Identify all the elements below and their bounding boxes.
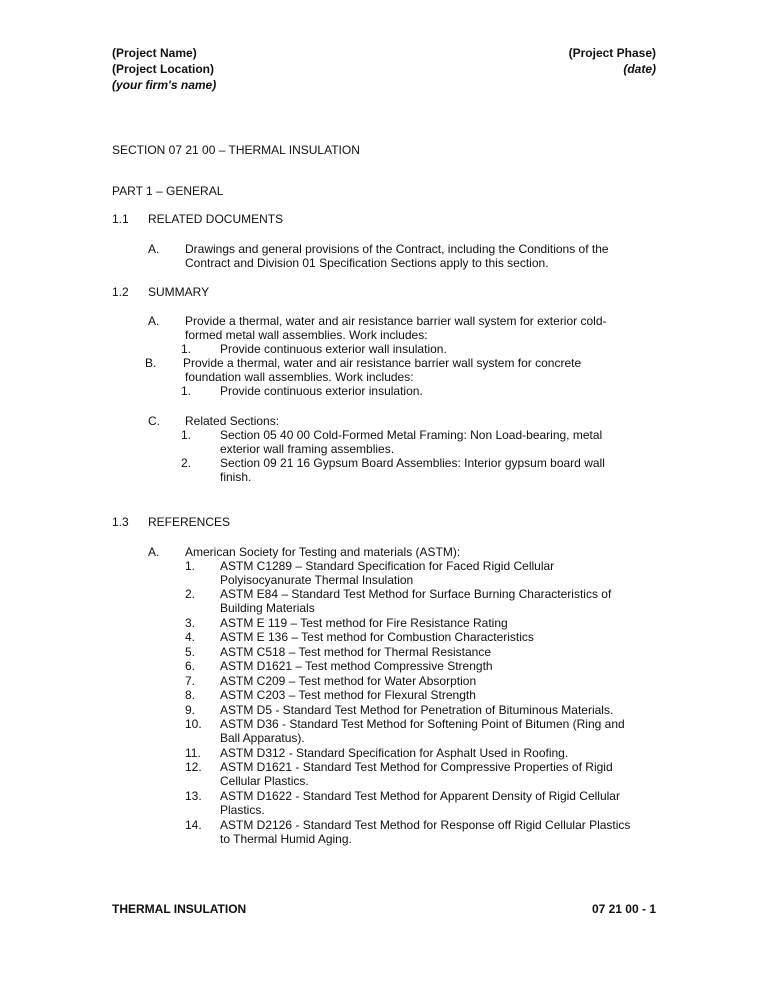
reference-text: ASTM C203 – Test method for Flexural Strength [220, 688, 476, 702]
article-title: SUMMARY [148, 285, 210, 299]
reference-text: ASTM D312 - Standard Specification for Asphalt Used in Roofing. [220, 746, 569, 760]
paragraph-label: B. [145, 356, 157, 370]
subparagraph-number: 1. [181, 384, 192, 398]
reference-number: 11. [185, 746, 201, 760]
project-location: (Project Location) [112, 62, 215, 76]
subparagraph-text: exterior wall framing assemblies. [220, 442, 395, 456]
reference-number: 9. [185, 703, 196, 717]
reference-text: ASTM E 136 – Test method for Combustion Characteristics [220, 630, 534, 644]
subparagraph-text: finish. [220, 470, 252, 484]
article-title: REFERENCES [148, 515, 231, 529]
header-right [569, 45, 656, 77]
reference-text: ASTM C518 – Test method for Thermal Resistance [220, 645, 492, 659]
header-left [112, 45, 216, 93]
reference-text: Cellular Plastics. [220, 774, 309, 788]
footer-title: THERMAL INSULATION [112, 902, 247, 916]
reference-number: 7. [185, 674, 196, 688]
part-title: PART 1 – GENERAL [112, 184, 224, 198]
subparagraph-number: 1. [181, 428, 192, 442]
paragraph-label: A. [148, 314, 160, 328]
reference-text: ASTM D1622 - Standard Test Method for Apparent Density of Rigid Cellular [220, 789, 620, 803]
paragraph-text: Related Sections: [185, 414, 280, 428]
reference-text: ASTM C209 – Test method for Water Absorption [220, 674, 477, 688]
reference-text: Polyisocyanurate Thermal Insulation [220, 573, 414, 587]
reference-text: ASTM D5 - Standard Test Method for Penetration of Bituminous Materials. [220, 703, 614, 717]
reference-text: ASTM C1289 – Standard Specification for Faced Rigid Cellular [220, 559, 555, 573]
project-name: (Project Name) [112, 46, 197, 60]
page-number: 07 21 00 - 1 [591, 902, 656, 916]
section-title: SECTION 07 21 00 – THERMAL INSULATION [112, 143, 360, 157]
reference-number: 3. [185, 616, 196, 630]
paragraph-text: foundation wall assemblies. Work includes: [185, 370, 414, 384]
subparagraph-text: Provide continuous exterior wall insulation. [220, 342, 447, 356]
reference-number: 8. [185, 688, 196, 702]
paragraph-label: C. [148, 414, 160, 428]
reference-number: 12. [185, 760, 202, 774]
reference-text: to Thermal Humid Aging. [220, 832, 352, 846]
reference-number: 4. [185, 630, 196, 644]
reference-text: Plastics. [220, 803, 265, 817]
firm-name: (your firm's name) [112, 78, 217, 92]
subparagraph-number: 2. [181, 456, 192, 470]
article-title: RELATED DOCUMENTS [148, 212, 284, 226]
article-number: 1.1 [112, 212, 129, 226]
paragraph-text: Provide a thermal, water and air resistance barrier wall system for concrete [183, 356, 582, 370]
reference-text: ASTM D1621 - Standard Test Method for Compressive Properties of Rigid [220, 760, 613, 774]
reference-text: ASTM E84 – Standard Test Method for Surface Burning Characteristics of [220, 587, 612, 601]
paragraph-label: A. [148, 545, 160, 559]
project-phase: (Project Phase) [568, 46, 656, 60]
reference-text: Building Materials [220, 601, 315, 615]
subparagraph-number: 1. [181, 342, 192, 356]
reference-number: 2. [185, 587, 196, 601]
reference-text: ASTM D2126 - Standard Test Method for Response off Rigid Cellular Plastics [220, 818, 631, 832]
subparagraph-text: Section 05 40 00 Cold-Formed Metal Framing: Non Load-bearing, metal [220, 428, 603, 442]
subparagraph-text: Provide continuous exterior insulation. [220, 384, 423, 398]
reference-number: 10. [185, 717, 202, 731]
reference-number: 13. [185, 789, 202, 803]
article-number: 1.2 [112, 285, 129, 299]
reference-text: Ball Apparatus). [220, 731, 305, 745]
reference-number: 5. [185, 645, 196, 659]
article-number: 1.3 [112, 515, 129, 529]
reference-number: 14. [185, 818, 202, 832]
paragraph-text: American Society for Testing and materials (ASTM): [185, 545, 461, 559]
paragraph-text: Contract and Division 01 Specification Sections apply to this section. [185, 256, 549, 270]
paragraph-text: Provide a thermal, water and air resistance barrier wall system for exterior cold- [185, 314, 607, 328]
reference-text: ASTM E 119 – Test method for Fire Resistance Rating [220, 616, 508, 630]
paragraph-text: Drawings and general provisions of the Contract, including the Conditions of the [185, 242, 609, 256]
reference-number: 6. [185, 659, 196, 673]
paragraph-label: A. [148, 242, 160, 256]
paragraph-text: formed metal wall assemblies. Work includes: [185, 328, 428, 342]
reference-text: ASTM D1621 – Test method Compressive Strength [220, 659, 493, 673]
subparagraph-text: Section 09 21 16 Gypsum Board Assemblies: Interior gypsum board wall [220, 456, 605, 470]
reference-number: 1. [185, 559, 196, 573]
reference-text: ASTM D36 - Standard Test Method for Softening Point of Bitumen (Ring and [220, 717, 625, 731]
date-field: (date) [623, 62, 656, 76]
